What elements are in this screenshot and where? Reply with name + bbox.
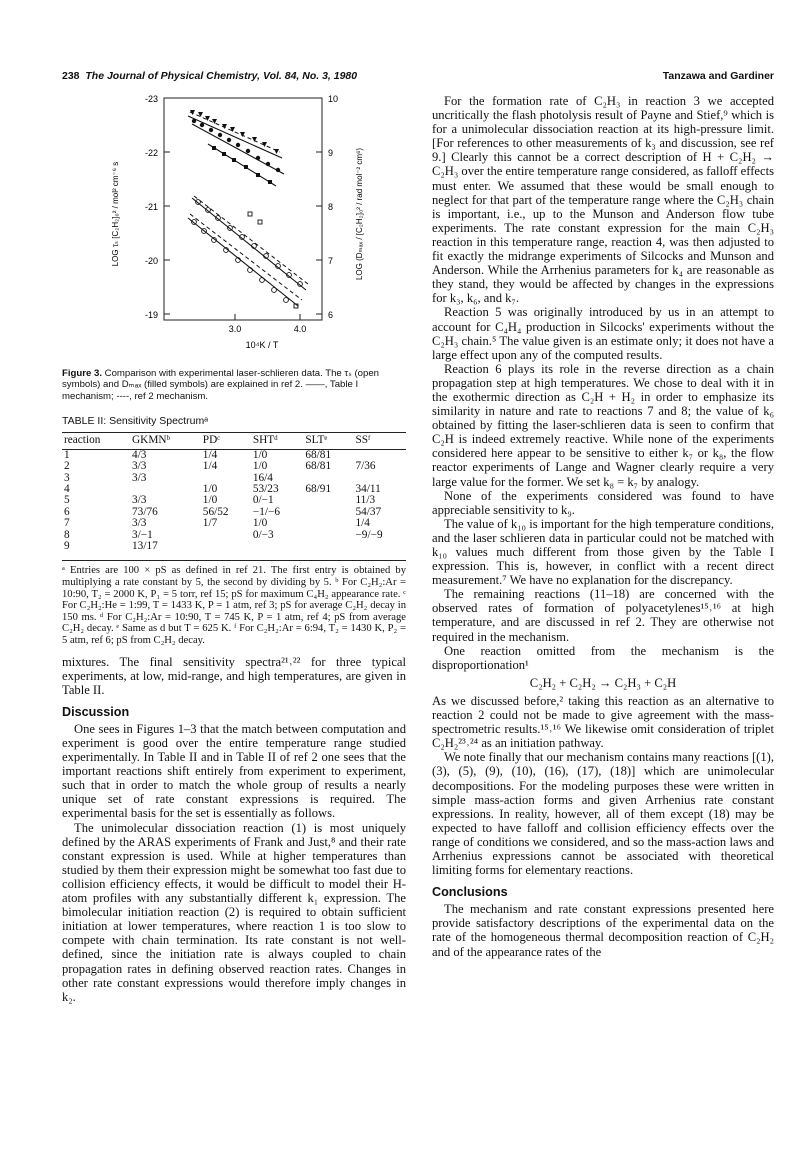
table-cell: 16/4: [252, 471, 273, 484]
figure-3-plot: [62, 94, 406, 366]
paragraph: None of the experiments considered was found to have appreciable sensitivity to k₉.: [432, 488, 774, 517]
table-footnote: ᵃ Entries are 100 × pS as defined in ref 21. The first entry is obtained by multiplying a rate constant by 5, the second by dividing by 5. ᵇ For C₂H₂:Ar = 10:90, T₂ = 2000 K, P₁ = 5 torr, ref 15; pS for maximum C₄H₂ appearance rate. ᶜ For C₂H₂:He = 1:99, T = 1433 K, P = 1 atm, ref 3; pS for average C₂H₂ decay in 150 ms. ᵈ For C₂H₂:Ar = 10:90, T = 745 K, P = 1 atm, ref 4; pS from average C₂H₂ decay. ᵉ Same as d but T = 625 K. ᶠ For C₂H₂:Ar = 6:94, T₂ = 1430 K, P₂ = 5 atm, ref 6; pS from C₂H₂ decay.: [62, 560, 406, 646]
plot-frame: [164, 98, 322, 320]
paragraph: Reaction 6 plays its role in the reverse direction as a chain propagation step at high temperatures. We chose to deal with it in the exothermic direction as C₂H + H₂ in order to emphasize its similarity in nature and rate to reactions 7 and 8; the value of k₆ obtained by fitting the laser-schlieren data is seen to confirm that C₂H is indeed extremely reactive. While none of the experiments considered here appear to be sensitive to either k₇ or k₈, the flow reactor experiments of Lange and Wagner clearly require a very large value for the former. We set k₈ = k₇ by analogy.: [432, 361, 774, 489]
header-authors: Tanzawa and Gardiner: [662, 70, 774, 82]
figure-caption-text: Comparison with experimental laser-schlieren data. The τₛ (open symbols) and Dₘₐₓ (filled symbols) are explained in ref 2. ——, Table I mechanism; ----, ref 2 mechanism.: [62, 368, 380, 402]
table-header-cell: GKMNᵇ: [130, 433, 201, 449]
figure-3: [62, 94, 406, 366]
y-axis-left-label: LOG τₛ [C₂H₂]₀² / mol² cm⁻⁶ s: [111, 161, 120, 267]
x-tick-label: 4.0: [293, 324, 307, 334]
table-cell: [303, 507, 353, 518]
table-row: [62, 518, 406, 529]
table-cell: 7/36: [355, 460, 376, 473]
x-tick-label: 3.0: [228, 324, 242, 334]
table-title: TABLE II: Sensitivity Spectrumᵃ: [62, 415, 209, 428]
table-cell: 7: [64, 517, 70, 530]
table-cell: 53/23: [252, 482, 279, 495]
table-header-cell: reaction: [62, 433, 130, 449]
table-cell: 0/−1: [252, 494, 274, 507]
table-cell: 4/3: [132, 448, 147, 461]
table-header-cell: SSᶠ: [353, 433, 406, 449]
table-row: [62, 473, 406, 484]
section-heading: Discussion: [62, 704, 130, 719]
table-cell: −9/−9: [355, 528, 383, 541]
table-cell: 8: [64, 528, 70, 541]
left-tick-label: -21: [144, 202, 158, 212]
paragraph: mixtures. The final sensitivity spectra²¹˒²² for three typical experiments, at low, mid-range, and high temperatures, are given in Table II.: [62, 654, 406, 697]
table-cell: [251, 541, 304, 555]
table-cell: 1/4: [355, 517, 370, 530]
right-tick-label: 7: [328, 256, 334, 266]
right-tick-label: 8: [328, 202, 334, 212]
table-cell: 1/4: [202, 448, 218, 461]
table-cell: 54/37: [355, 505, 382, 518]
open-symbols-series: [192, 200, 303, 308]
disproportionation-equation: C₂H₂ + C₂H₂ → C₂H₃ + C₂H: [529, 675, 677, 690]
table-cell: [303, 518, 353, 529]
x-axis-label: 10⁴K / T: [245, 340, 279, 350]
table-cell: 68/81: [305, 448, 332, 461]
table-cell: 34/11: [355, 482, 381, 495]
header-left: [62, 70, 357, 82]
figure-caption-label: Figure 3.: [62, 368, 102, 379]
table-cell: 4: [64, 482, 70, 495]
table-cell: 1/0: [202, 482, 218, 495]
paragraph: We note finally that our mechanism contains many reactions [(1), (3), (5), (9), (10), (16), (17), (18)] which are unimolecular decompositions. For the modeling purposes these were written in simple mass-action forms and given Arrhenius rate constant expressions. In reality, however, all of them except (18) may be expected to have falloff and collision efficiency effects over the range of conditions we considered, and so the mass-action laws and Arrhenius expressions cannot be associated with theoretical limiting forms for elementary reactions.: [432, 750, 774, 878]
sensitivity-table: [62, 432, 406, 555]
table-cell: [201, 541, 251, 555]
table-row: [62, 484, 406, 495]
table-cell: −1/−6: [252, 505, 281, 518]
table-cell: 11/3: [355, 494, 376, 507]
table-cell: 1/7: [202, 517, 218, 530]
table-header-row: [62, 433, 406, 449]
table-cell: 3/−1: [132, 528, 153, 541]
paragraph: For the formation rate of C₂H₃ in reaction 3 we accepted uncritically the flash photolysis result of Payne and Stief,⁹ which is for a unimolecular dissociation reaction at its high-pressure limit. [For references to other measurements of k₃ and discussion, see ref 9.] Clearly this cannot be a correct description of H + C₂H₂ → C₂H₃ over the entire temperature range considered, as falloff effects must enter. We assumed that these would be small enough to neglect for that part of the temperature range where the C₂H₃ chain is important, i.e., up to the Munson and Anderson flow tube experiments. The rate constant expression for the main C₂H₃ reaction in this temperature range, reaction 4, was then adjusted to fit exactly the midrange experiments of Silcocks and Munson and Anderson. While the Arrhenius parameters for k₄ are reasonable as they stand, they would be affected by changes in the expressions for k₃, k₆, and k₇.: [432, 94, 774, 306]
table-cell: 3: [64, 471, 70, 484]
table-cell: 73/76: [132, 505, 158, 518]
table-cell: 6: [64, 505, 70, 518]
table-header-cell: PDᶜ: [201, 433, 251, 449]
table-cell: [303, 495, 353, 506]
table-row: [62, 449, 406, 461]
table-cell: 2: [64, 460, 70, 473]
table-row: [62, 507, 406, 518]
left-tick-label: -19: [144, 310, 158, 320]
table-cell: 68/91: [305, 482, 332, 495]
table-cell: 1/0: [202, 494, 218, 507]
table-cell: 1/0: [252, 448, 268, 461]
table-cell: 1/0: [252, 460, 268, 473]
table-cell: 68/81: [305, 460, 332, 473]
paragraph: The remaining reactions (11–18) are concerned with the observed rates of formation of polyacetylenes¹⁵˒¹⁶ at high temperature, and are discussed in ref 2. They are otherwise not required in the mechanism.: [432, 587, 774, 644]
table-row: [62, 461, 406, 472]
table-row: [62, 530, 406, 541]
table-cell: [303, 541, 353, 555]
running-header: [62, 70, 774, 86]
left-tick-label: -22: [144, 148, 158, 158]
figure-caption: [62, 368, 406, 402]
table-cell: 0/−3: [252, 528, 274, 541]
table-cell: [303, 530, 353, 541]
paragraph: The value of k₁₀ is important for the high temperature conditions, and the laser schlieren data in particular could not be matched with k₁₀ values much different from those given by the Table I expression. This is, however, in conflict with a recent direct measurement.⁷ We have no explanation for the discrepancy.: [432, 516, 774, 588]
table-cell: 9: [64, 539, 70, 552]
table-header-cell: SLTᵉ: [303, 433, 353, 449]
table-cell: 3/3: [132, 471, 147, 484]
section-heading: Conclusions: [432, 885, 508, 900]
left-tick-label: -23: [144, 94, 158, 104]
table-cell: 5: [64, 494, 70, 507]
table-row: [62, 541, 406, 555]
table-cell: 3/3: [132, 517, 147, 530]
page-number: 238: [62, 70, 80, 82]
table-cell: 1: [64, 448, 70, 461]
right-tick-label: 10: [328, 94, 339, 104]
table-cell: [201, 530, 251, 541]
paragraph: One reaction omitted from the mechanism is the disproportionation¹: [432, 643, 774, 672]
left-tick-label: -20: [144, 256, 158, 266]
table-cell: 56/52: [202, 505, 229, 518]
paragraph: The mechanism and rate constant expressions presented here provide satisfactory descriptions of the experimental data on the rate of the homogeneous thermal decomposition reaction of C₂H₂ and of the appearance rates of the: [432, 902, 774, 959]
table-cell: [353, 541, 406, 555]
paragraph: As we discussed before,² taking this reaction as an alternative to reaction 2 could not be made to give agreement with the mass-spectrometric results.¹⁵˒¹⁶ We likewise omit consideration of triplet C₂H₂²³˒²⁴ as an initiation pathway.: [432, 693, 774, 751]
paragraph: One sees in Figures 1–3 that the match between computation and experiment is good over the entire temperature range studied experimentally. In Table II and in Table II of ref 2 one sees that the important reactions shift entirely from experiment to experiment, such that in order to match the whole group of results a nearly unique set of rate constant expressions is required. The experimental basis for the set is essentially as follows.: [62, 721, 406, 821]
table-cell: 1/0: [252, 517, 268, 530]
paragraph: The unimolecular dissociation reaction (1) is most uniquely defined by the ARAS experiments of Frank and Just,⁸ and their rate constant expression is used. While at higher temperatures than studied by them their expression might be somewhat too fast due to collision efficiency effects, it would be difficult to model their H-atom profiles with any substantially different k₁ expression. The bimolecular initiation reaction (2) is required to obtain sufficient initiation at lower temperatures, where reaction 1 is too slow to compete with chain termination. Its rate constant is not well-defined, since the initiation rate is always coupled to chain propagation rates in defining observed reaction rates. Changes in other rate constant expressions would therefore imply changes in k₂.: [62, 820, 406, 1004]
right-column: [432, 94, 774, 959]
y-axis-right-label: LOG (Dₘₐₓ / [C₂H₂]₀² / rad mol⁻² cm⁶): [355, 147, 364, 281]
left-column: [62, 94, 406, 1004]
table-body: [62, 449, 406, 555]
table-row: [62, 495, 406, 506]
paragraph: Reaction 5 was originally introduced by us in an attempt to account for C₄H₄ production in Silcocks' experiments without the C₂H₃ chain.⁵ The value given is an estimate only; it does not have a large effect upon any of the computed results.: [432, 305, 774, 362]
journal-citation: The Journal of Physical Chemistry, Vol. 84, No. 3, 1980: [85, 70, 358, 82]
right-tick-label: 6: [328, 310, 334, 320]
table-header-cell: SHTᵈ: [251, 433, 304, 449]
table-cell: 3/3: [132, 494, 147, 507]
right-tick-label: 9: [328, 148, 334, 158]
table-cell: 1/4: [202, 460, 218, 473]
table-cell: 13/17: [132, 539, 158, 552]
table-cell: 3/3: [132, 460, 147, 473]
